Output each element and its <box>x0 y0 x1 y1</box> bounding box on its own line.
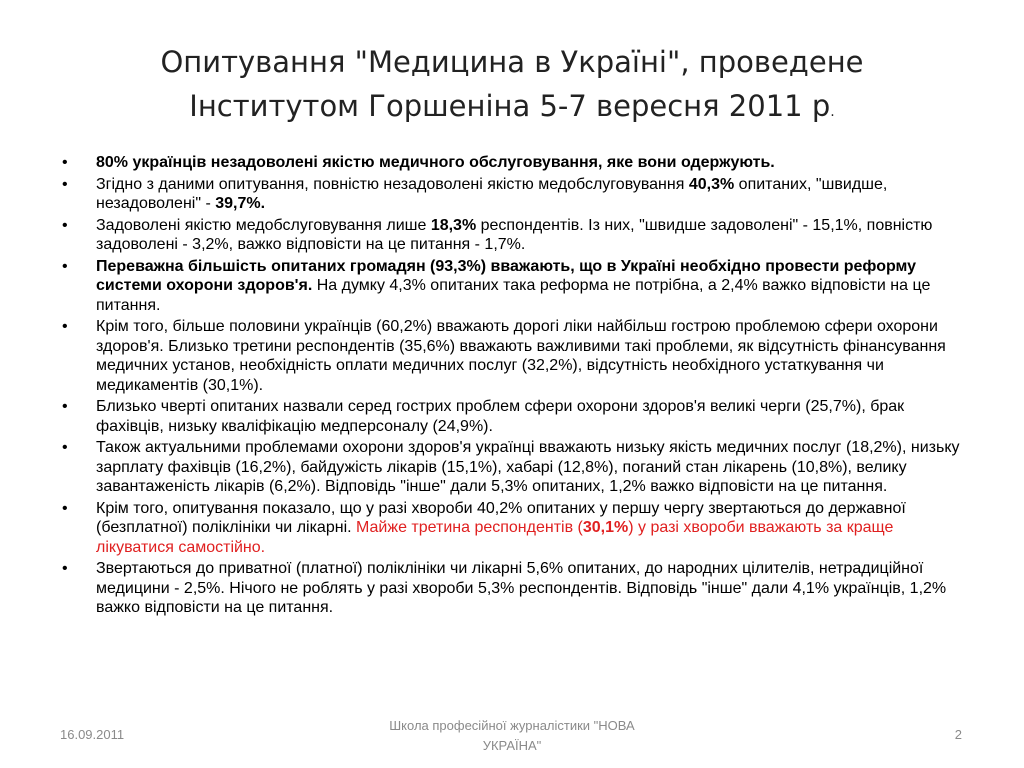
bullet-text: Також актуальними проблемами охорони здоров'я українці вважають низьку якість медичних послуг (18,2%), низьку зарплату фахівців (16,2%), байдужість лікарів (15,1%), хабарі (12,8%), поганий стан лікарень (10,8%), велику завантаженість лікарів (6,2%). Відповідь "інше" дали 5,3% опитаних, 1,2% важко відповісти на це питання. <box>96 439 960 495</box>
page-number: 2 <box>954 727 962 742</box>
title-dot: . <box>830 104 835 120</box>
title-line-2 <box>60 84 964 134</box>
bullet-highlight-text: ) у разі хвороби вважають за краще лікуватися самостійно. <box>96 519 894 556</box>
bullet-text: На думку 4,3% опитаних така реформа не потрібна, а 2,4% важко відповісти на це питання. <box>96 277 931 314</box>
footer-date: 16.09.2011 <box>60 727 125 742</box>
title-line-1: Опитування "Медицина в Україні", проведене <box>160 45 864 79</box>
bullet-item <box>62 317 962 395</box>
bullet-highlight-text: Майже третина респондентів ( <box>356 519 583 536</box>
bullet-text: Близько чверті опитаних назвали серед гострих проблем сфери охорони здоров'я великі черги (25,7%), брак фахівців, низьку кваліфікацію медперсоналу (24,9%). <box>96 398 905 435</box>
bullet-text: Крім того, більше половини українців (60,2%) вважають дорогі ліки найбільш гострою проблемою сфери охорони здоров'я. Близько третини респондентів (35,6%) вважають важливими такі проблеми, як відсутність фінансування медичних установ, необхідність оплати медичних послуг (32,2%), відсутність необхідного устаткування чи медикаментів (30,1%). <box>96 318 946 394</box>
bullet-item <box>62 559 962 618</box>
bullet-text: опитаних, "швидше, незадоволені" - <box>96 175 888 212</box>
footer-source-line-2: УКРАЇНА" <box>482 738 542 753</box>
bullet-text: респондентів. Із них, "швидше задоволені" - 15,1%, повністю задоволені - 3,2%, важко відповісти на це питання - 1,7%. <box>96 216 933 253</box>
bullet-text: Крім того, опитування показало, що у разі хвороби 40,2% опитаних у першу чергу звертаються до державної (безплатної) поліклініки чи лікарні. <box>96 499 906 536</box>
slide-title <box>60 40 964 134</box>
bullet-bold-text: Переважна більшість опитаних громадян (93,3%) вважають, що в Україні необхідно провести реформу системи охорони здоров'я. <box>96 257 917 294</box>
bullet-text: Згідно з даними опитування, повністю незадоволені якістю медобслуговування <box>96 175 689 193</box>
bullet-bold-text: 80% українців незадоволені якістю медичного обслуговування, яке вони одержують. <box>96 154 775 171</box>
bullet-bold-value: 39,7%. <box>215 195 266 212</box>
bullet-item <box>62 257 962 316</box>
bullet-item <box>62 216 962 255</box>
bullet-item <box>62 499 962 558</box>
bullet-bold-value: 18,3% <box>430 216 477 234</box>
bullet-list <box>62 153 962 620</box>
bullet-text: Задоволені якістю медобслуговування лише <box>96 216 431 234</box>
bullet-item <box>62 397 962 436</box>
footer-source <box>340 716 684 756</box>
bullet-bold-value: 40,3% <box>688 175 735 193</box>
bullet-text: Звертаються до приватної (платної) поліклініки чи лікарні 5,6% опитаних, до народних цілителів, нетрадиційної медицини - 2,5%. Нічого не роблять у разі хвороби 5,3% респондентів. Відповідь "інше" дали 4,1% українців, 1,2% важко відповісти на це питання. <box>96 560 947 616</box>
title-line-2-text: Інститутом Горшеніна 5-7 вересня 2011 р <box>189 89 831 123</box>
bullet-item <box>62 175 962 214</box>
footer-source-line-1: Школа професійної журналістики "НОВА <box>389 718 635 733</box>
bullet-item <box>62 438 962 497</box>
bullet-item <box>62 153 962 173</box>
bullet-highlight-value: 30,1% <box>582 519 629 536</box>
